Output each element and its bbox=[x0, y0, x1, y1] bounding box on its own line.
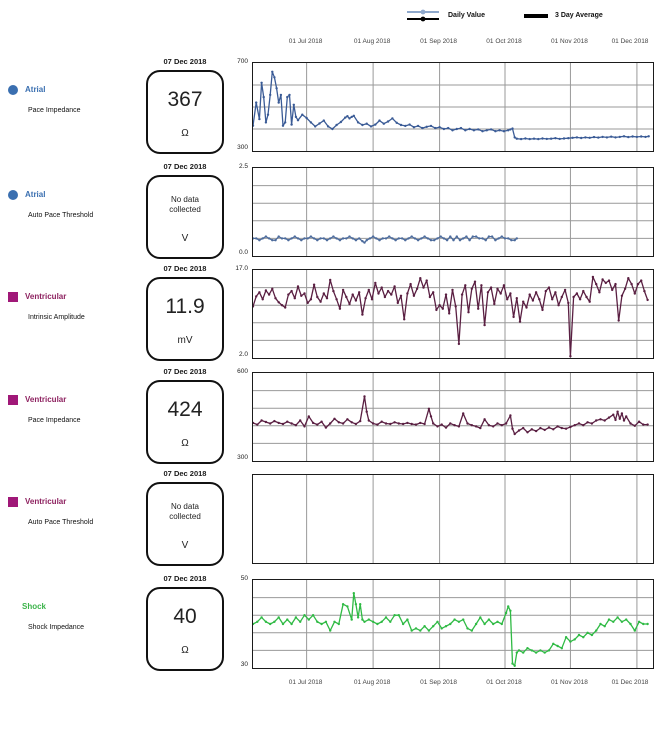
measurement-date: 07 Dec 2018 bbox=[163, 469, 207, 478]
y-axis-min-label: 30 bbox=[240, 661, 248, 668]
area-label: Ventricular bbox=[25, 395, 67, 404]
value-box bbox=[146, 277, 224, 361]
value-box bbox=[146, 175, 224, 259]
trend-row bbox=[0, 367, 665, 470]
y-axis-max-label: 2.5 bbox=[238, 163, 248, 170]
trend-row bbox=[0, 574, 665, 677]
y-axis-max-label: 17.0 bbox=[235, 265, 248, 272]
measurement-date: 07 Dec 2018 bbox=[163, 264, 207, 273]
value-box bbox=[146, 587, 224, 671]
measurement-date: 07 Dec 2018 bbox=[163, 367, 207, 376]
x-axis-month-label: 01 Aug 2018 bbox=[353, 38, 391, 45]
x-axis-month-label: 01 Dec 2018 bbox=[611, 679, 649, 686]
trend-row bbox=[0, 469, 665, 572]
y-axis-max-label: 600 bbox=[237, 368, 248, 375]
measure-label: Auto Pace Threshold bbox=[28, 212, 94, 219]
x-axis-month-label: 01 Dec 2018 bbox=[611, 38, 649, 45]
area-label: Atrial bbox=[25, 85, 46, 94]
value-box bbox=[146, 380, 224, 464]
y-axis-min-label: 300 bbox=[237, 454, 248, 461]
x-axis-month-label: 01 Sep 2018 bbox=[420, 38, 458, 45]
y-axis-min-label: 300 bbox=[237, 144, 248, 151]
trend-chart-ventricular-pace-impedance bbox=[252, 372, 654, 462]
square-marker-icon bbox=[8, 292, 18, 302]
measurement-value: 40 bbox=[173, 605, 197, 628]
x-axis-month-label: 01 Jul 2018 bbox=[288, 679, 323, 686]
circle-marker-icon bbox=[8, 190, 18, 200]
trend-row bbox=[0, 162, 665, 265]
legend-three-day-average bbox=[523, 8, 603, 23]
x-axis-month-label: 01 Nov 2018 bbox=[550, 679, 588, 686]
legend-three-day-average-label: 3 Day Average bbox=[555, 12, 603, 19]
measure-label: Intrinsic Amplitude bbox=[28, 314, 85, 321]
measure-label: Pace Impedance bbox=[28, 417, 81, 424]
trend-chart-atrial-auto-pace-threshold bbox=[252, 167, 654, 257]
trend-row bbox=[0, 57, 665, 160]
measurement-date: 07 Dec 2018 bbox=[163, 574, 207, 583]
square-marker-icon bbox=[8, 497, 18, 507]
trend-chart-ventricular-auto-pace-threshold bbox=[252, 474, 654, 564]
measure-label: Auto Pace Threshold bbox=[28, 519, 94, 526]
measurement-value: No data collected bbox=[169, 502, 201, 521]
y-axis-max-label: 700 bbox=[237, 58, 248, 65]
y-axis-min-label: 0.0 bbox=[238, 249, 248, 256]
measure-label: Pace Impedance bbox=[28, 107, 81, 114]
measurement-date: 07 Dec 2018 bbox=[163, 162, 207, 171]
trend-row bbox=[0, 264, 665, 367]
y-axis-min-label: 2.0 bbox=[238, 351, 248, 358]
measurement-value: 367 bbox=[167, 88, 203, 111]
trend-chart-atrial-pace-impedance bbox=[252, 62, 654, 152]
square-marker-icon bbox=[8, 395, 18, 405]
measurement-unit: Ω bbox=[181, 438, 189, 449]
measure-label: Shock Impedance bbox=[28, 624, 85, 631]
x-axis-month-label: 01 Oct 2018 bbox=[486, 679, 522, 686]
x-axis-month-label: 01 Sep 2018 bbox=[420, 679, 458, 686]
area-label: Atrial bbox=[25, 190, 46, 199]
legend-daily-value bbox=[406, 8, 485, 23]
x-axis-month-label: 01 Jul 2018 bbox=[288, 38, 323, 45]
circle-marker-icon bbox=[8, 85, 18, 95]
x-axis-month-label: 01 Aug 2018 bbox=[353, 679, 391, 686]
area-label: Ventricular bbox=[25, 497, 67, 506]
trend-chart-ventricular-intrinsic-amplitude bbox=[252, 269, 654, 359]
daily-value-icon bbox=[406, 8, 442, 23]
measurement-value: No data collected bbox=[169, 195, 201, 214]
area-label: Shock bbox=[22, 602, 47, 611]
x-axis-month-label: 01 Oct 2018 bbox=[486, 38, 522, 45]
legend-daily-value-label: Daily Value bbox=[448, 12, 485, 19]
value-box bbox=[146, 482, 224, 566]
measurement-unit: V bbox=[181, 540, 189, 551]
x-axis-month-label: 01 Nov 2018 bbox=[550, 38, 588, 45]
y-axis-max-label: 50 bbox=[240, 575, 248, 582]
value-box bbox=[146, 70, 224, 154]
measurement-value: 11.9 bbox=[165, 295, 205, 318]
measurement-unit: Ω bbox=[181, 128, 189, 139]
trend-chart-shock-impedance bbox=[252, 579, 654, 669]
measurement-unit: mV bbox=[177, 335, 193, 346]
measurement-value: 424 bbox=[167, 398, 203, 421]
measurement-unit: V bbox=[181, 233, 189, 244]
area-label: Ventricular bbox=[25, 292, 67, 301]
measurement-unit: Ω bbox=[181, 645, 189, 656]
measurement-date: 07 Dec 2018 bbox=[163, 57, 207, 66]
three-day-average-icon bbox=[523, 8, 549, 23]
